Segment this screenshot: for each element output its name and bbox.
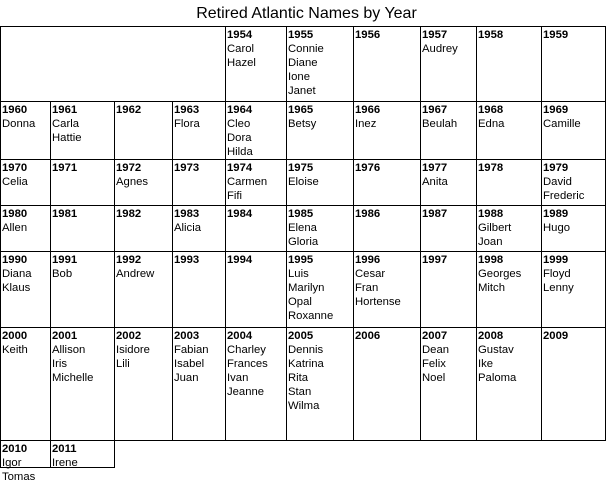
year-cell xyxy=(52,207,77,221)
hurricane-name: Noel xyxy=(422,372,446,384)
year-cell xyxy=(355,207,380,221)
year-label: 1986 xyxy=(355,208,381,220)
table-column-divider xyxy=(476,26,477,440)
hurricane-name: Cleo xyxy=(227,118,251,130)
table-border-right xyxy=(605,26,606,440)
hurricane-name: Juan xyxy=(174,372,199,384)
year-cell xyxy=(227,253,252,267)
year-label: 1984 xyxy=(227,208,253,220)
year-cell xyxy=(355,28,380,42)
hurricane-name: David xyxy=(543,176,572,188)
table-column-divider xyxy=(541,26,542,440)
hurricane-name: Elena xyxy=(288,222,317,234)
hurricane-name: Connie xyxy=(288,43,324,55)
table-column-divider xyxy=(172,101,173,440)
hurricane-name: Joan xyxy=(478,236,503,248)
hurricane-name: Alicia xyxy=(174,222,201,234)
table-column-divider xyxy=(225,26,226,102)
year-cell xyxy=(422,161,448,189)
year-cell xyxy=(478,28,503,42)
year-cell xyxy=(52,161,77,175)
hurricane-name: Gloria xyxy=(288,236,319,248)
year-cell xyxy=(227,103,253,159)
year-label: 1988 xyxy=(478,208,504,220)
table-row-divider xyxy=(0,205,606,206)
hurricane-name: Fifi xyxy=(227,190,243,202)
year-cell xyxy=(422,253,447,267)
year-label: 2002 xyxy=(116,330,142,342)
year-cell xyxy=(355,253,401,309)
hurricane-name: Bob xyxy=(52,268,73,280)
year-label: 1964 xyxy=(227,104,253,116)
hurricane-name: Iris xyxy=(52,358,68,370)
hurricane-name: Diana xyxy=(2,268,32,280)
year-label: 2007 xyxy=(422,330,448,342)
year-cell xyxy=(478,161,503,175)
year-cell xyxy=(355,329,380,343)
year-cell xyxy=(2,329,28,357)
hurricane-name: Inez xyxy=(355,118,377,130)
hurricane-name: Isidore xyxy=(116,344,150,356)
year-label: 1979 xyxy=(543,162,569,174)
hurricane-name: Beulah xyxy=(422,118,458,130)
year-cell xyxy=(116,253,154,281)
year-label: 1980 xyxy=(2,208,28,220)
year-label: 1972 xyxy=(116,162,142,174)
year-label: 2008 xyxy=(478,330,504,342)
hurricane-name: Janet xyxy=(288,85,316,97)
hurricane-name: Hortense xyxy=(355,296,401,308)
hurricane-name: Hugo xyxy=(543,222,571,234)
year-cell xyxy=(543,329,568,343)
year-cell xyxy=(288,329,324,413)
hurricane-name: Edna xyxy=(478,118,505,130)
year-cell xyxy=(174,161,199,175)
year-label: 1962 xyxy=(116,104,142,116)
year-label: 2003 xyxy=(174,330,200,342)
hurricane-name: Allen xyxy=(2,222,28,234)
hurricane-name: Georges xyxy=(478,268,522,280)
year-label: 1997 xyxy=(422,254,448,266)
year-label: 1965 xyxy=(288,104,314,116)
year-label: 1954 xyxy=(227,29,253,41)
hurricane-name: Opal xyxy=(288,296,312,308)
year-label: 1989 xyxy=(543,208,569,220)
year-cell xyxy=(2,253,32,295)
hurricane-name: Flora xyxy=(174,118,200,130)
hurricane-name: Lenny xyxy=(543,282,574,294)
year-label: 1985 xyxy=(288,208,314,220)
hurricane-name: Diane xyxy=(288,57,318,69)
hurricane-name: Stan xyxy=(288,386,312,398)
hurricane-name: Charley xyxy=(227,344,266,356)
table-row-divider xyxy=(0,327,606,328)
year-label: 2005 xyxy=(288,330,314,342)
hurricane-name: Felix xyxy=(422,358,446,370)
year-label: 2000 xyxy=(2,330,28,342)
hurricane-name: Tomas xyxy=(2,471,36,483)
year-cell xyxy=(174,329,209,385)
table-column-divider xyxy=(286,26,287,440)
year-label: 1958 xyxy=(478,29,504,41)
hurricane-name: Betsy xyxy=(288,118,317,130)
table-border-left xyxy=(0,26,1,467)
year-label: 1991 xyxy=(52,254,78,266)
hurricane-name: Anita xyxy=(422,176,448,188)
year-cell xyxy=(422,329,449,385)
hurricane-name: Marilyn xyxy=(288,282,325,294)
table-row-divider xyxy=(0,101,606,102)
year-cell xyxy=(355,161,380,175)
year-cell xyxy=(288,103,316,131)
year-cell xyxy=(478,103,504,131)
year-label: 2009 xyxy=(543,330,569,342)
hurricane-name: Wilma xyxy=(288,400,320,412)
year-label: 1996 xyxy=(355,254,381,266)
hurricane-name: Allison xyxy=(52,344,86,356)
year-cell xyxy=(52,442,78,470)
year-cell xyxy=(543,161,584,203)
year-cell xyxy=(288,207,318,249)
hurricane-name: Ike xyxy=(478,358,494,370)
hurricane-name: Jeanne xyxy=(227,386,265,398)
year-cell xyxy=(422,207,447,221)
year-cell xyxy=(2,103,35,131)
hurricane-name: Floyd xyxy=(543,268,571,280)
hurricane-name: Hattie xyxy=(52,132,82,144)
year-cell xyxy=(543,207,570,235)
year-label: 1975 xyxy=(288,162,314,174)
year-cell xyxy=(52,253,77,281)
hurricane-name: Paloma xyxy=(478,372,517,384)
table-border-top xyxy=(0,26,606,27)
table-column-divider xyxy=(114,101,115,440)
hurricane-name: Cesar xyxy=(355,268,386,280)
year-label: 1987 xyxy=(422,208,448,220)
hurricane-name: Mitch xyxy=(478,282,505,294)
hurricane-name: Frances xyxy=(227,358,268,370)
hurricane-name: Michelle xyxy=(52,372,94,384)
year-cell xyxy=(52,103,82,145)
year-label: 1971 xyxy=(52,162,78,174)
year-cell xyxy=(543,253,574,295)
year-label: 1959 xyxy=(543,29,569,41)
hurricane-name: Klaus xyxy=(2,282,31,294)
year-label: 1973 xyxy=(174,162,200,174)
hurricane-name: Ione xyxy=(288,71,310,83)
year-label: 2004 xyxy=(227,330,253,342)
hurricane-name: Andrew xyxy=(116,268,155,280)
page-title: Retired Atlantic Names by Year xyxy=(196,5,417,22)
year-label: 1967 xyxy=(422,104,448,116)
year-label: 1966 xyxy=(355,104,381,116)
hurricane-name: Carmen xyxy=(227,176,268,188)
year-label: 1968 xyxy=(478,104,504,116)
hurricane-name: Carol xyxy=(227,43,254,55)
year-label: 1957 xyxy=(422,29,448,41)
year-cell xyxy=(227,207,252,221)
hurricane-name: Katrina xyxy=(288,358,324,370)
hurricane-name: Gustav xyxy=(478,344,514,356)
hurricane-name: Celia xyxy=(2,176,28,188)
retired-names-table xyxy=(0,26,613,483)
year-label: 1976 xyxy=(355,162,381,174)
hurricane-name: Irene xyxy=(52,457,78,469)
hurricane-name: Eloise xyxy=(288,176,319,188)
year-cell xyxy=(2,207,27,235)
year-label: 1982 xyxy=(116,208,142,220)
hurricane-name: Gilbert xyxy=(478,222,512,234)
year-label: 1990 xyxy=(2,254,28,266)
year-cell xyxy=(422,103,457,131)
hurricane-name: Rita xyxy=(288,372,309,384)
table-column-divider xyxy=(50,440,51,467)
hurricane-name: Ivan xyxy=(227,372,249,384)
hurricane-name: Dennis xyxy=(288,344,324,356)
year-label: 1993 xyxy=(174,254,200,266)
hurricane-name: Fran xyxy=(355,282,379,294)
year-label: 1992 xyxy=(116,254,142,266)
year-cell xyxy=(52,329,93,385)
hurricane-name: Donna xyxy=(2,118,36,130)
table-row-divider xyxy=(0,251,606,252)
hurricane-name: Audrey xyxy=(422,43,458,55)
year-cell xyxy=(227,161,267,203)
table-column-divider xyxy=(225,101,226,440)
year-label: 1960 xyxy=(2,104,28,116)
year-cell xyxy=(174,253,199,267)
year-label: 2001 xyxy=(52,330,78,342)
hurricane-name: Carla xyxy=(52,118,79,130)
year-cell xyxy=(355,103,380,131)
year-label: 1955 xyxy=(288,29,314,41)
hurricane-name: Frederic xyxy=(543,190,585,202)
hurricane-name: Agnes xyxy=(116,176,149,188)
year-cell xyxy=(2,161,28,189)
hurricane-name: Fabian xyxy=(174,344,209,356)
year-cell xyxy=(2,442,35,484)
year-cell xyxy=(116,207,141,221)
year-cell xyxy=(174,103,200,131)
hurricane-name: Camille xyxy=(543,118,581,130)
year-label: 1961 xyxy=(52,104,78,116)
year-cell xyxy=(116,103,141,117)
year-cell xyxy=(543,28,568,42)
hurricane-name: Dean xyxy=(422,344,450,356)
year-label: 2010 xyxy=(2,443,28,455)
year-label: 1981 xyxy=(52,208,78,220)
table-column-divider xyxy=(420,26,421,440)
year-cell xyxy=(116,329,150,371)
year-cell xyxy=(478,329,516,385)
hurricane-name: Dora xyxy=(227,132,252,144)
year-label: 2006 xyxy=(355,330,381,342)
year-label: 1999 xyxy=(543,254,569,266)
table-column-divider xyxy=(50,101,51,440)
year-cell xyxy=(227,28,256,70)
year-cell xyxy=(422,28,458,56)
year-label: 1977 xyxy=(422,162,448,174)
year-label: 1963 xyxy=(174,104,200,116)
year-label: 1998 xyxy=(478,254,504,266)
year-cell xyxy=(288,253,333,323)
table-row-divider xyxy=(0,440,606,441)
year-label: 1956 xyxy=(355,29,381,41)
year-label: 1983 xyxy=(174,208,200,220)
hurricane-name: Hazel xyxy=(227,57,256,69)
table-column-divider xyxy=(353,26,354,440)
hurricane-name: Luis xyxy=(288,268,309,280)
year-label: 2011 xyxy=(52,443,77,455)
hurricane-name: Keith xyxy=(2,344,28,356)
hurricane-name: Isabel xyxy=(174,358,205,370)
year-cell xyxy=(288,28,324,98)
hurricane-name: Lili xyxy=(116,358,130,370)
year-label: 1974 xyxy=(227,162,253,174)
year-cell xyxy=(478,253,521,295)
year-cell xyxy=(174,207,201,235)
table-column-divider xyxy=(114,440,115,468)
table-row-divider xyxy=(0,159,606,160)
hurricane-name: Igor xyxy=(2,457,22,469)
hurricane-name: Hilda xyxy=(227,146,253,158)
year-label: 1995 xyxy=(288,254,314,266)
year-label: 1969 xyxy=(543,104,569,116)
year-label: 1970 xyxy=(2,162,28,174)
year-cell xyxy=(543,103,581,131)
year-label: 1978 xyxy=(478,162,504,174)
year-label: 1994 xyxy=(227,254,253,266)
year-cell xyxy=(227,329,268,399)
year-cell xyxy=(478,207,511,249)
year-cell xyxy=(116,161,148,189)
hurricane-name: Roxanne xyxy=(288,310,334,322)
year-cell xyxy=(288,161,319,189)
